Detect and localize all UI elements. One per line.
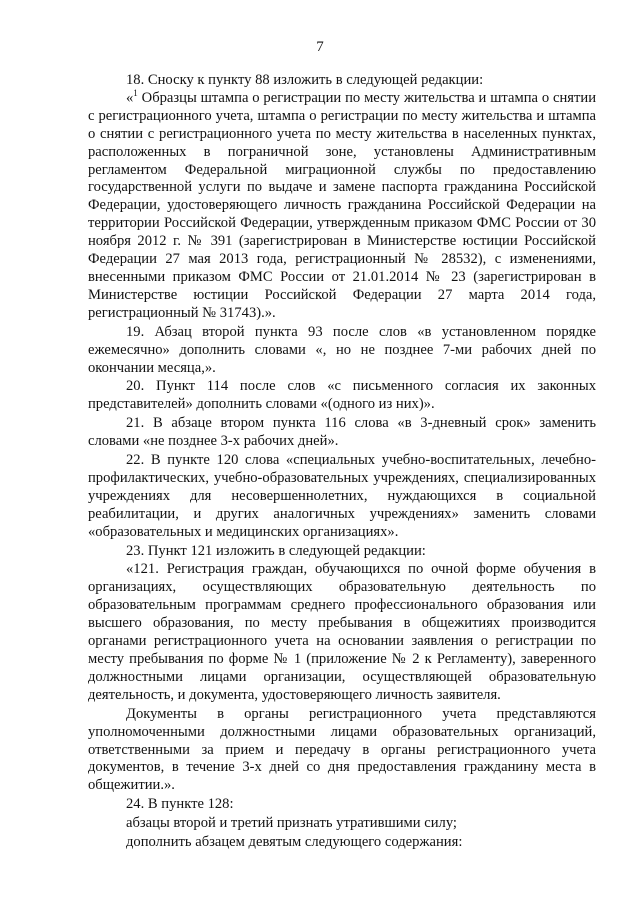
paragraph-121-documents: Документы в органы регистрационного учета представляются уполномоченными должностными лицами образовательных организаций, ответственными за прием и передачу в органы регистрационного учета документов, в течение 3-х дней со дня предоставления гражданину места в общежитии.».: [88, 705, 596, 794]
paragraph-19: 19. Абзац второй пункта 93 после слов «в установленном порядке ежемесячно» дополнить словами «, но не позднее 7-ми рабочих дней по окончании месяца,».: [88, 323, 596, 376]
paragraph-21: 21. В абзаце втором пункта 116 слова «в 3-дневный срок» заменить словами «не позднее 3-х рабочих дней».: [88, 415, 596, 450]
footnote-marker: 1: [133, 87, 138, 98]
paragraph-20: 20. Пункт 114 после слов «с письменного согласия их законных представителей» дополнить словами «(одного из них)».: [88, 378, 596, 413]
quote-open: «: [126, 89, 134, 106]
paragraph-121-text: «121. Регистрация граждан, обучающихся по очной форме обучения в организациях, осуществляющих образовательную деятельность по образовательным программам среднего профессионального образования или высшего образования, по месту пребывания в общежитиях производится органами регистрационного учета на основании заявления о регистрации по месту пребывания по форме № 1 (приложение № 2 к Регламенту), заверенного должностными лицами организации, осуществляющей образовательную деятельность, и документа, удостоверяющего личность заявителя.: [88, 561, 596, 703]
page-number: 7: [316, 39, 324, 55]
document-body: [88, 72, 596, 852]
paragraph-24: 24. В пункте 128:: [126, 796, 234, 813]
paragraph-footnote-88: [88, 87, 596, 323]
footnote-text: Образцы штампа о регистрации по месту жительства и штампа о снятии с регистрационного учета, штампа о регистрации по месту жительства и штампа о снятии с регистрационного учета по месту жительства в населенных пунктах, расположенных в пограничной зоне, установлены Административным регламентом Федеральной миграционной службы по предоставлению государственной услуги по выдаче и замене паспорта гражданина Российской Федерации, удостоверяющего личность гражданина Российской Федерации на территории Российской Федерации, утвержденным приказом ФМС России от 30 ноября 2012 г. № 391 (зарегистрирован в Министерстве юстиции Российской Федерации 27 мая 2013 года, регистрационный № 28532), с изменениями, внесенными приказом ФМС России от 21.01.2014 № 23 (зарегистрирован в Министерстве юстиции Российской Федерации 27 марта 2014 года, регистрационный № 31743).».: [88, 89, 596, 321]
paragraph-23: 23. Пункт 121 изложить в следующей редакции:: [126, 542, 426, 559]
paragraph-22: 22. В пункте 120 слова «специальных учебно-воспитательных, лечебно-профилактических, учебно-образовательных учреждениях, специализированных учреждениях для несовершеннолетних, нуждающихся в социальной реабилитации, и других аналогичных учреждениях» заменить словами «образовательных и медицинских организациях».: [88, 452, 596, 540]
paragraph-24-item-1: абзацы второй и третий признать утратившими силу;: [126, 815, 457, 832]
paragraph-24-item-2: дополнить абзацем девятым следующего содержания:: [126, 834, 463, 851]
paragraph-18: 18. Сноску к пункту 88 изложить в следующей редакции:: [126, 72, 484, 88]
